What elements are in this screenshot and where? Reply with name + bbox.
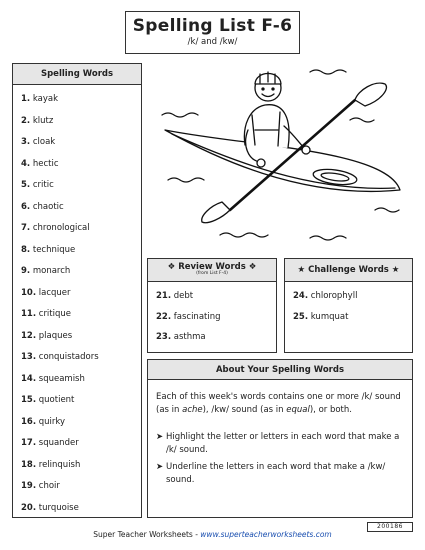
footer	[0, 530, 425, 539]
about-panel	[147, 359, 413, 518]
review-word-item	[156, 291, 193, 301]
instruction-text: Underline the letters in each word that make a /kw/ sound.	[166, 462, 386, 485]
review-word-item	[156, 312, 221, 322]
word-text: technique	[32, 244, 76, 255]
word-item	[21, 309, 71, 319]
word-text: relinquish	[38, 459, 81, 470]
word-number: 8.	[21, 244, 31, 255]
title-box	[125, 11, 300, 54]
word-number: 5.	[21, 180, 31, 190]
word-number: 21.	[156, 291, 172, 301]
word-number: 13.	[21, 352, 37, 362]
instruction-bullet	[156, 431, 408, 456]
word-text: chaotic	[32, 201, 64, 212]
word-text: critique	[38, 309, 72, 319]
arrow-icon: ➤	[156, 432, 164, 442]
word-item	[21, 245, 75, 255]
word-number: 12.	[21, 330, 37, 341]
worksheet-code: 200186	[367, 522, 413, 532]
word-number: 3.	[21, 137, 31, 147]
word-text: quotient	[38, 395, 75, 405]
word-item	[21, 159, 59, 169]
word-number: 4.	[21, 158, 31, 169]
page-subtitle: /k/ and /kw/	[187, 37, 238, 47]
review-words-header	[148, 259, 276, 282]
about-text: ), /kw/ sound (as in	[202, 404, 287, 415]
word-number: 16.	[21, 416, 37, 427]
word-text: critic	[32, 180, 54, 190]
word-number: 10.	[21, 287, 37, 298]
word-number: 14.	[21, 373, 37, 384]
page-title: Spelling List F-6	[132, 16, 293, 36]
word-text: squeamish	[38, 373, 85, 384]
word-text: squander	[38, 438, 79, 448]
word-text: turquoise	[38, 502, 79, 513]
spelling-words-header: Spelling Words	[13, 64, 141, 85]
word-item	[21, 438, 79, 448]
word-text: asthma	[173, 332, 206, 342]
word-item	[21, 481, 60, 491]
spelling-words-panel	[12, 63, 142, 518]
word-item	[21, 352, 99, 362]
word-number: 11.	[21, 309, 37, 319]
footer-link[interactable]: www.superteacherworksheets.com	[200, 530, 332, 539]
instruction-text: Highlight the letter or letters in each word that make a /k/ sound.	[166, 432, 400, 455]
word-text: chlorophyll	[310, 291, 358, 301]
word-text: chronological	[32, 223, 90, 233]
arrow-icon: ➤	[156, 462, 164, 472]
word-number: 18.	[21, 459, 37, 470]
word-text: fascinating	[173, 311, 221, 322]
example-word: ache	[182, 404, 203, 415]
instruction-bullet	[156, 461, 408, 486]
word-item	[21, 266, 70, 276]
word-number: 9.	[21, 266, 31, 276]
challenge-word-item	[293, 312, 348, 322]
word-item	[21, 460, 80, 470]
about-header: About Your Spelling Words	[148, 360, 412, 380]
word-text: choir	[38, 481, 60, 491]
challenge-word-item	[293, 291, 357, 301]
word-text: kayak	[32, 94, 59, 104]
review-word-item	[156, 332, 206, 342]
word-text: kumquat	[310, 311, 349, 322]
word-number: 1.	[21, 94, 31, 104]
word-text: quirky	[38, 416, 66, 427]
word-number: 24.	[293, 291, 309, 301]
word-item	[21, 503, 79, 513]
word-number: 25.	[293, 311, 309, 322]
word-text: lacquer	[38, 287, 71, 298]
word-item	[21, 374, 85, 384]
word-text: klutz	[32, 115, 54, 126]
word-number: 19.	[21, 481, 37, 491]
challenge-words-panel	[284, 258, 413, 353]
about-paragraph	[156, 391, 406, 416]
word-item	[21, 223, 90, 233]
word-number: 7.	[21, 223, 31, 233]
word-item	[21, 116, 53, 126]
word-item	[21, 202, 64, 212]
word-item	[21, 94, 58, 104]
word-item	[21, 331, 72, 341]
word-text: hectic	[32, 158, 59, 169]
word-item	[21, 288, 71, 298]
word-item	[21, 180, 54, 190]
footer-text: Super Teacher Worksheets -	[93, 530, 201, 539]
challenge-words-header: ★ Challenge Words ★	[285, 259, 412, 282]
kayaker-illustration	[160, 60, 410, 250]
word-text: conquistadors	[38, 352, 99, 362]
word-text: debt	[173, 291, 194, 301]
word-number: 23.	[156, 332, 172, 342]
review-words-title: ❖ Review Words ❖	[167, 262, 257, 273]
word-text: plaques	[38, 330, 73, 341]
review-words-note: (from List F-4)	[196, 271, 228, 277]
word-number: 20.	[21, 502, 37, 513]
word-number: 15.	[21, 395, 37, 405]
about-text: Each of this week's words contains one or more /k/ sound (as in	[156, 392, 401, 415]
word-item	[21, 137, 55, 147]
word-text: monarch	[32, 266, 71, 276]
word-number: 17.	[21, 438, 37, 448]
word-item	[21, 395, 74, 405]
word-text: cloak	[32, 137, 56, 147]
about-text: ), or both.	[309, 404, 352, 415]
review-words-panel	[147, 258, 277, 353]
example-word: equal	[286, 404, 310, 415]
word-number: 22.	[156, 311, 172, 322]
word-item	[21, 417, 65, 427]
word-number: 6.	[21, 201, 31, 212]
word-number: 2.	[21, 115, 31, 126]
